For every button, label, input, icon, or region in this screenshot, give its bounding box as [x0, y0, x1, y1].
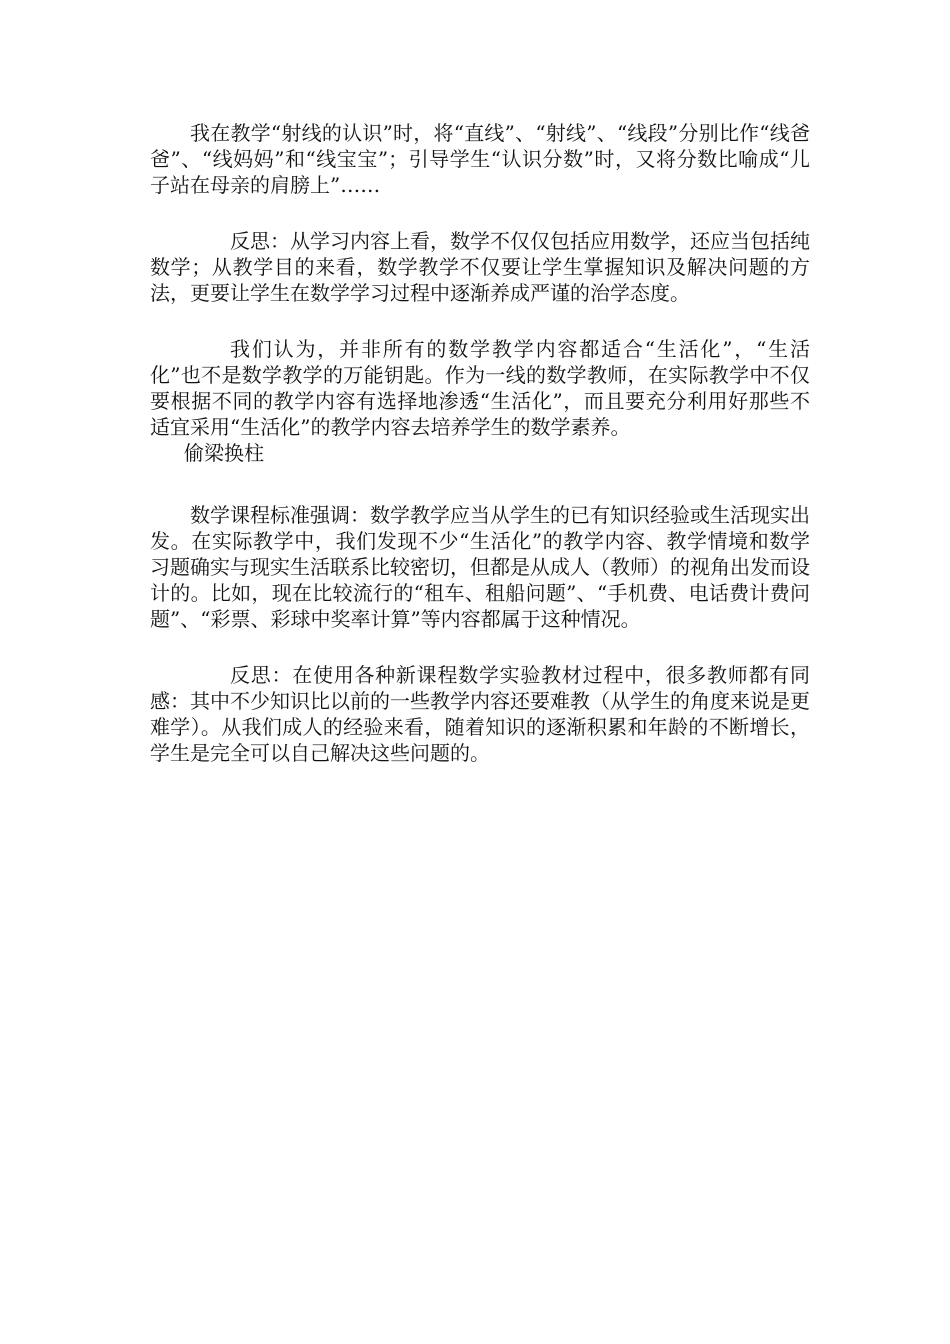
- paragraph-reflection-1: 反思：从学习内容上看，数学不仅仅包括应用数学，还应当包括纯数学；从教学目的来看，数学教学不仅要让学生掌握知识及解决问题的方法，更要让学生在数学学习过程中逐渐养成严谨的治学态度。: [150, 229, 810, 305]
- document-body: [150, 120, 810, 766]
- paragraph-reflection-2: 反思：在使用各种新课程数学实验教材过程中，很多教师都有同感：其中不少知识比以前的一些教学内容还要难教（从学生的角度来说是更难学）。从我们成人的经验来看，随着知识的逐渐积累和年龄的不断增长，学生是完全可以自己解决这些问题的。: [150, 663, 810, 765]
- section-heading: 偷梁换柱: [184, 441, 264, 465]
- section-paragraph-1: 数学课程标准强调：数学教学应当从学生的已有知识经验或生活现实出发。在实际教学中，我们发现不少“生活化”的教学内容、教学情境和数学习题确实与现实生活联系比较密切，但都是从成人（教师）的视角出发而设计的。比如，现在比较流行的“租车、租船问题”、“手机费、电话费计费问题”、“彩票、彩球中奖率计算”等内容都属于这种情况。: [150, 503, 810, 631]
- paragraph-1: 我在教学“射线的认识”时，将“直线”、“射线”、“线段”分别比作“线爸爸”、“线妈妈”和“线宝宝”；引导学生“认识分数”时，又将分数比喻成“儿子站在母亲的肩膀上”……: [150, 121, 810, 197]
- paragraph-3: 我们认为，并非所有的数学教学内容都适合“生活化”，“生活化”也不是数学教学的万能钥匙。作为一线的数学教师，在实际教学中不仅要根据不同的教学内容有选择地渗透“生活化”，而且要充分利用好那些不适宜采用“生活化”的教学内容去培养学生的数学素养。: [150, 337, 810, 439]
